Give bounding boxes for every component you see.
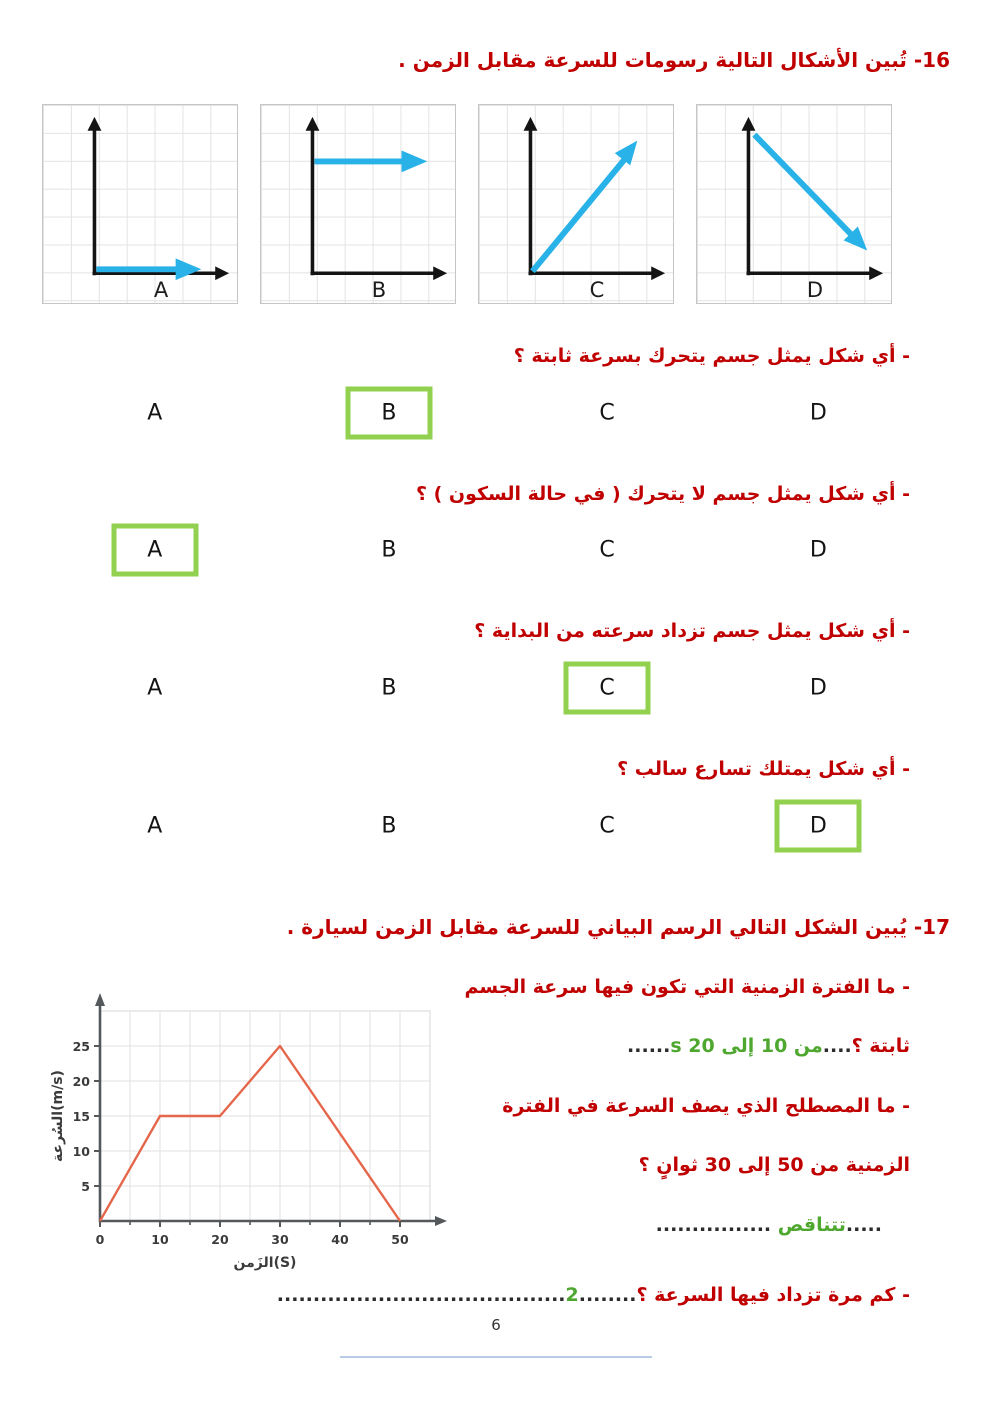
option-b: B [381,537,397,563]
q17-answer-line-1: ثابتة ؟....من 10 إلى 20 s...... [627,1035,910,1058]
svg-text:0: 0 [95,1231,105,1247]
q16-graphs-row [0,104,992,304]
q16-answer-row-1 [0,384,992,442]
graph-panel-c [478,104,674,304]
option-c: C [599,537,615,563]
answer-text-green: من 10 إلى 20 s [670,1035,823,1058]
option-d: D [809,675,827,701]
svg-text:السُرعة(m/s): السُرعة(m/s) [50,1069,66,1162]
q16-answer-row-4 [0,797,992,855]
graph-b-plot [261,105,455,303]
option-d: D [809,400,827,426]
svg-text:5: 5 [81,1178,90,1194]
option-b: B [345,386,432,439]
option-d: D [775,799,862,852]
graph-label-d: D [806,278,824,302]
q17-questions-column [460,975,992,1275]
page-number: 6 [491,1316,501,1335]
svg-text:الزَمن(S): الزَمن(S) [233,1254,297,1271]
footer-rule [340,1356,652,1358]
graph-a-plot [43,105,237,303]
q17-answer-line-2 [460,1213,910,1239]
svg-text:10: 10 [151,1231,169,1247]
q17-subquestion-1: - ما الفترة الزمنية التي تكون فيها سرعة الجسم [464,975,910,998]
graph-label-b: B [371,278,387,302]
q17-section [0,975,992,1275]
graph-d-plot [697,105,891,303]
graph-c-plot [479,105,673,303]
dotted-blank: .... [822,1035,852,1058]
chart-column [0,979,460,1275]
q16-title: 16- تُبين الأشكال التالية رسومات للسرعة مقابل الزمن . [398,48,950,72]
option-a: A [147,675,163,701]
option-c: C [599,400,615,426]
decreasing-speed-arrow [754,135,852,236]
q16-subquestion-2: - أي شكل يمثل جسم لا يتحرك ( في حالة السكون ) ؟ [415,482,910,505]
svg-text:15: 15 [72,1108,90,1124]
option-a: A [111,524,198,577]
svg-text:50: 50 [391,1231,409,1247]
q17-title: 17- يُبين الشكل التالي الرسم البياني للسرعة مقابل الزمن لسيارة . [286,914,950,939]
graph-panel-d [696,104,892,304]
dotted-blank: ........................................ [276,1283,566,1306]
graph-label-a: A [153,278,169,302]
graph-label-c: C [589,278,605,302]
svg-text:10: 10 [72,1143,90,1159]
dotted-blank: ................ [655,1214,778,1237]
option-a: A [147,400,163,426]
option-c: C [564,661,651,714]
option-d: D [809,537,827,563]
q16-subquestion-4: - أي شكل يمتلك تسارع سالب ؟ [617,757,910,780]
q17-subquestion-2-cont: الزمنية من 50 إلى 30 ثوانٍ ؟ [638,1154,910,1177]
option-b: B [381,813,397,839]
graph-panel-a [42,104,238,304]
answer-text-green: 2 [565,1283,579,1306]
svg-text:25: 25 [72,1038,90,1054]
option-b: B [381,675,397,701]
svg-text:20: 20 [72,1073,90,1089]
increasing-speed-arrow [532,159,624,271]
q16-answer-row-3 [0,659,992,717]
svg-text:20: 20 [211,1231,229,1247]
dotted-blank: ........ [578,1283,637,1306]
velocity-time-chart [44,979,448,1271]
q16-answer-row-2 [0,521,992,579]
q16-subquestion-3: - أي شكل يمثل جسم تزداد سرعته من البداية ؟ [474,620,910,643]
option-c: C [599,813,615,839]
q16-subquestion-1: - أي شكل يمثل جسم يتحرك بسرعة ثابتة ؟ [513,345,910,367]
svg-text:30: 30 [271,1231,289,1247]
dotted-blank: ...... [627,1035,671,1058]
svg-text:40: 40 [331,1231,349,1247]
q17-subquestion-2: - ما المصطلح الذي يصف السرعة في الفترة [502,1094,910,1117]
q17-subquestion-3-line: - كم مرة تزداد فيها السرعة ؟........2........................................ [276,1283,910,1306]
dotted-blank: ..... [845,1214,882,1237]
graph-panel-b [260,104,456,304]
option-a: A [147,813,163,839]
answer-text-green: تتناقص [777,1214,846,1237]
